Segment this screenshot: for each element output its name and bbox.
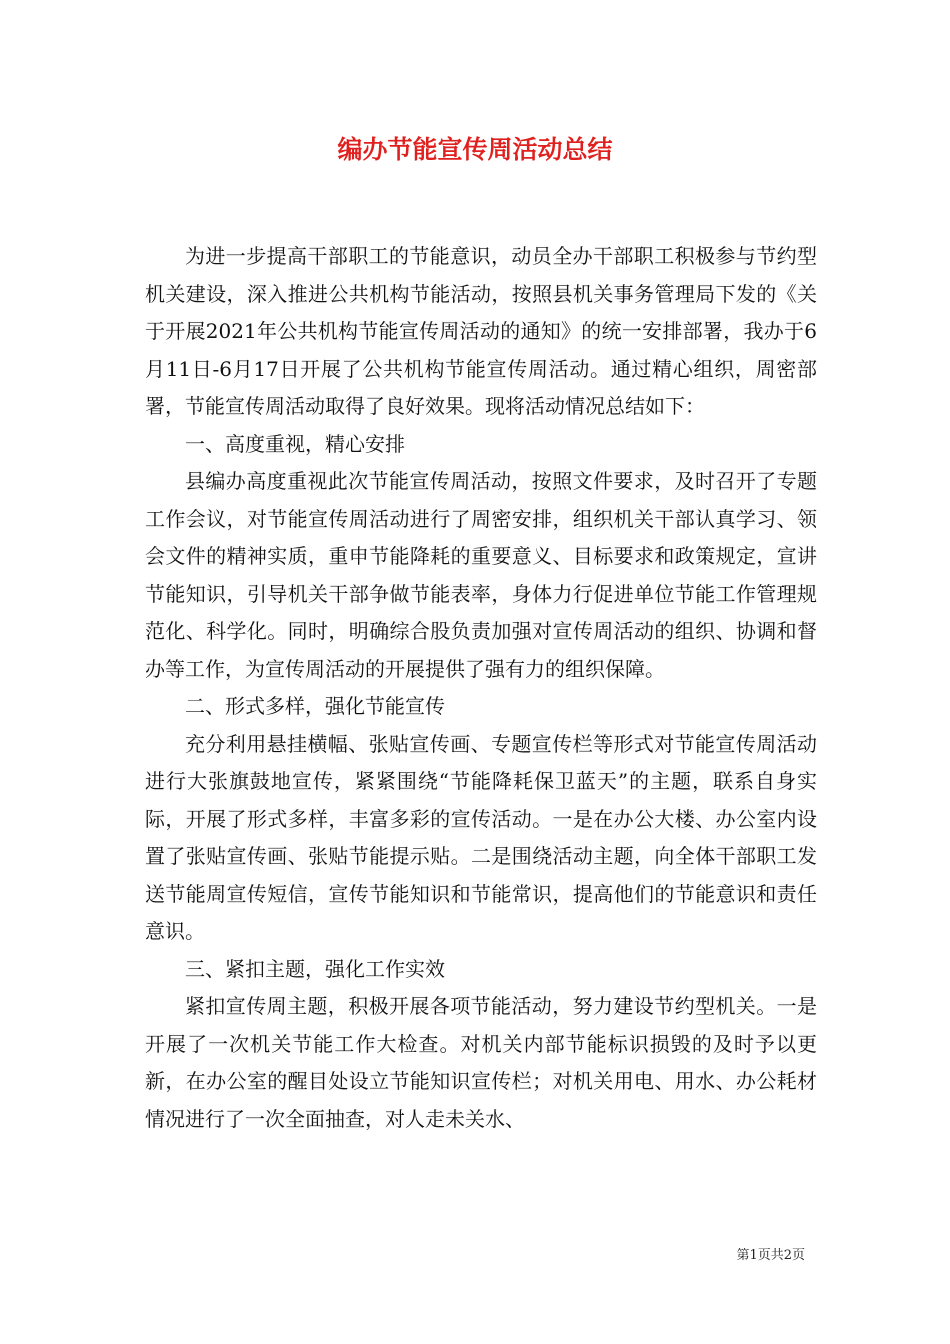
document-title: 编办节能宣传周活动总结 [337, 135, 613, 164]
section-heading-2: 二、形式多样，强化节能宣传 [185, 694, 445, 718]
paragraph-section-1: 县编办高度重视此次节能宣传周活动，按照文件要求，及时召开了专题工作会议，对节能宣传周活动进行了周密安排，组织机关干部认真学习、领会文件的精神实质，重申节能降耗的重要意义、目标要求和政策规定，宣讲节能知识，引导机关干部争做节能表率，身体力行促进单位节能工作管理规范化、科学化。同时，明确综合股负责加强对宣传周活动的组织、协调和督办等工作，为宣传周活动的开展提供了强有力的组织保障。 [145, 469, 817, 681]
paragraph-intro: 为进一步提高干部职工的节能意识，动员全办干部职工积极参与节约型机关建设，深入推进公共机构节能活动，按照县机关事务管理局下发的《关于开展2021年公共机构节能宣传周活动的通知》的统一安排部署，我办于6月11日-6月17日开展了公共机构节能宣传周活动。通过精心组织，周密部署，节能宣传周活动取得了良好效果。现将活动情况总结如下： [145, 244, 817, 418]
paragraph-section-3: 紧扣宣传周主题，积极开展各项节能活动，努力建设节约型机关。一是开展了一次机关节能工作大检查。对机关内部节能标识损毁的及时予以更新，在办公室的醒目处设立节能知识宣传栏；对机关用电、用水、办公耗材情况进行了一次全面抽查，对人走未关水、 [145, 994, 817, 1131]
section-heading-1: 一、高度重视，精心安排 [185, 431, 405, 456]
paragraph-section-2: 充分利用悬挂横幅、张贴宣传画、专题宣传栏等形式对节能宣传周活动进行大张旗鼓地宣传，紧紧围绕“节能降耗保卫蓝天”的主题，联系自身实际，开展了形式多样，丰富多彩的宣传活动。一是在办公大楼、办公室内设置了张贴宣传画、张贴节能提示贴。二是围绕活动主题，向全体干部职工发送节能周宣传短信，宣传节能知识和节能常识，提高他们的节能意识和责任意识。 [145, 731, 817, 943]
document-body [145, 238, 817, 1138]
section-heading-3: 三、紧扣主题，强化工作实效 [185, 956, 445, 981]
page-number: 第1页共2页 [736, 1248, 805, 1263]
